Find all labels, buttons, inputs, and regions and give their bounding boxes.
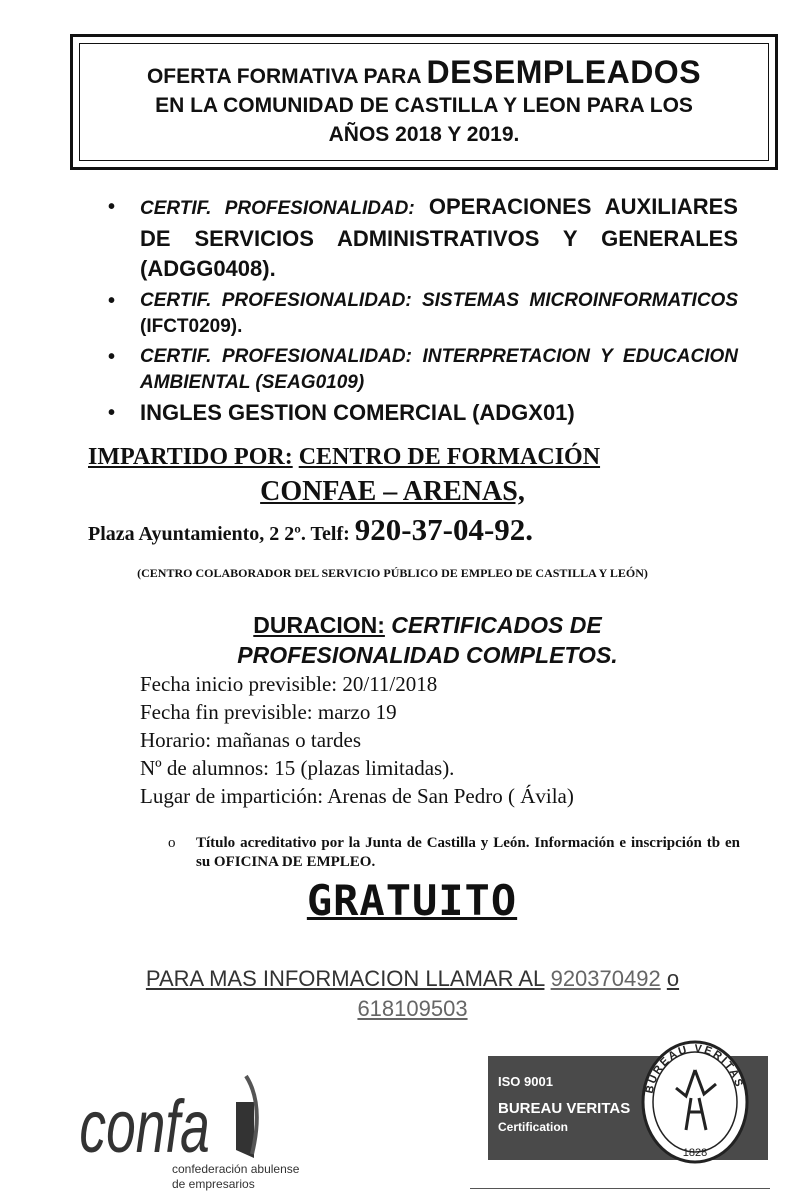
- gratuito-banner: GRATUITO: [306, 876, 518, 925]
- duracion-text-1: CERTIFICADOS DE: [391, 612, 602, 638]
- bv-iso: ISO 9001: [498, 1074, 553, 1089]
- contact-phone-1: 920370492: [550, 966, 661, 991]
- detail-schedule: Horario: mañanas o tardes: [140, 728, 362, 752]
- title-prefix: OFERTA FORMATIVA PARA: [146, 65, 421, 88]
- contact-info: [0, 964, 785, 1024]
- bullet-icon: •: [108, 196, 116, 218]
- duracion-line-1: [0, 610, 785, 640]
- detail-end-date: Fecha fin previsible: marzo 19: [140, 700, 397, 724]
- confa-sub-line-1: confederación abulense: [172, 1162, 300, 1176]
- confa-wordmark: confa: [79, 1085, 210, 1169]
- colaborador-note: (CENTRO COLABORADOR DEL SERVICIO PÚBLICO DE EMPLEO DE CASTILLA Y LEÓN): [137, 566, 648, 580]
- address-text: Plaza Ayuntamiento, 2 2º. Telf:: [88, 523, 350, 545]
- course-item: [108, 400, 738, 426]
- course-cert-label: CERTIF. PROFESIONALIDAD:: [140, 198, 415, 219]
- bv-name: BUREAU VERITAS: [498, 1100, 631, 1117]
- detail-start-date: Fecha inicio previsible: 20/11/2018: [140, 672, 438, 696]
- titulo-note-text: Título acreditativo por la Junta de Castilla y León. Información e inscripción tb en su OFICINA DE EMPLEO.: [196, 835, 740, 870]
- bv-seal-ring-text: BUREAU VERITAS: [643, 1042, 746, 1095]
- bullet-icon: •: [108, 346, 116, 368]
- title-line-3: AÑOS 2018 Y 2019.: [328, 123, 520, 146]
- impartido-line: [88, 444, 600, 471]
- detail-location: Lugar de impartición: Arenas de San Pedro ( Ávila): [140, 784, 574, 808]
- confa-sub-line-2: de empresarios: [172, 1177, 255, 1191]
- bv-seal-year: 1828: [682, 1147, 708, 1159]
- title-line-2: EN LA COMUNIDAD DE CASTILLA Y LEON PARA LOS: [155, 94, 693, 117]
- contact-prefix: PARA MAS INFORMACION LLAMAR AL: [145, 966, 545, 991]
- course-cert-label: CERTIF. PROFESIONALIDAD: INTERPRETACION Y EDUCACION AMBIENTAL (SEAG0109): [140, 346, 738, 393]
- bv-cert: Certification: [498, 1120, 569, 1134]
- divider-line: [470, 1188, 770, 1189]
- course-cert-label: CERTIF. PROFESIONALIDAD: SISTEMAS MICROINFORMATICOS: [140, 290, 738, 311]
- confa-subtitle: [172, 1162, 299, 1192]
- course-list: [108, 192, 738, 430]
- address-phone: 920-37-04-92.: [354, 512, 534, 547]
- duracion-label: DURACION:: [253, 612, 385, 638]
- bullet-icon: •: [108, 402, 116, 424]
- impartido-centro: CENTRO DE FORMACIÓN: [298, 444, 601, 470]
- duracion-text-2: PROFESIONALIDAD COMPLETOS.: [237, 642, 618, 668]
- course-name: (IFCT0209).: [140, 316, 243, 337]
- title-line-1: [80, 54, 768, 91]
- course-item: [108, 288, 738, 340]
- contact-phone-2: 618109503: [357, 996, 468, 1021]
- titulo-note: [168, 834, 740, 872]
- address-line: [88, 512, 533, 548]
- title-highlight: DESEMPLEADOS: [426, 54, 702, 90]
- bullet-icon: •: [108, 290, 116, 312]
- title-text: [79, 43, 769, 161]
- bureau-veritas-seal-icon: [636, 1036, 754, 1166]
- course-item: [108, 192, 738, 284]
- circle-bullet-icon: o: [168, 835, 176, 851]
- impartido-label: IMPARTIDO POR:: [88, 444, 293, 470]
- course-name: OPERACIONES AUXILIARES DE SERVICIOS ADMINISTRATIVOS Y GENERALES (ADGG0408).: [140, 194, 738, 281]
- course-item: [108, 344, 738, 396]
- course-name: INGLES GESTION COMERCIAL (ADGX01): [140, 400, 575, 425]
- course-details: [140, 670, 574, 810]
- detail-students: Nº de alumnos: 15 (plazas limitadas).: [140, 756, 455, 780]
- title-box: [70, 34, 778, 170]
- contact-joiner: o: [666, 966, 680, 991]
- centre-name: CONFAE – ARENAS,: [260, 476, 525, 507]
- duracion-block: [0, 610, 785, 670]
